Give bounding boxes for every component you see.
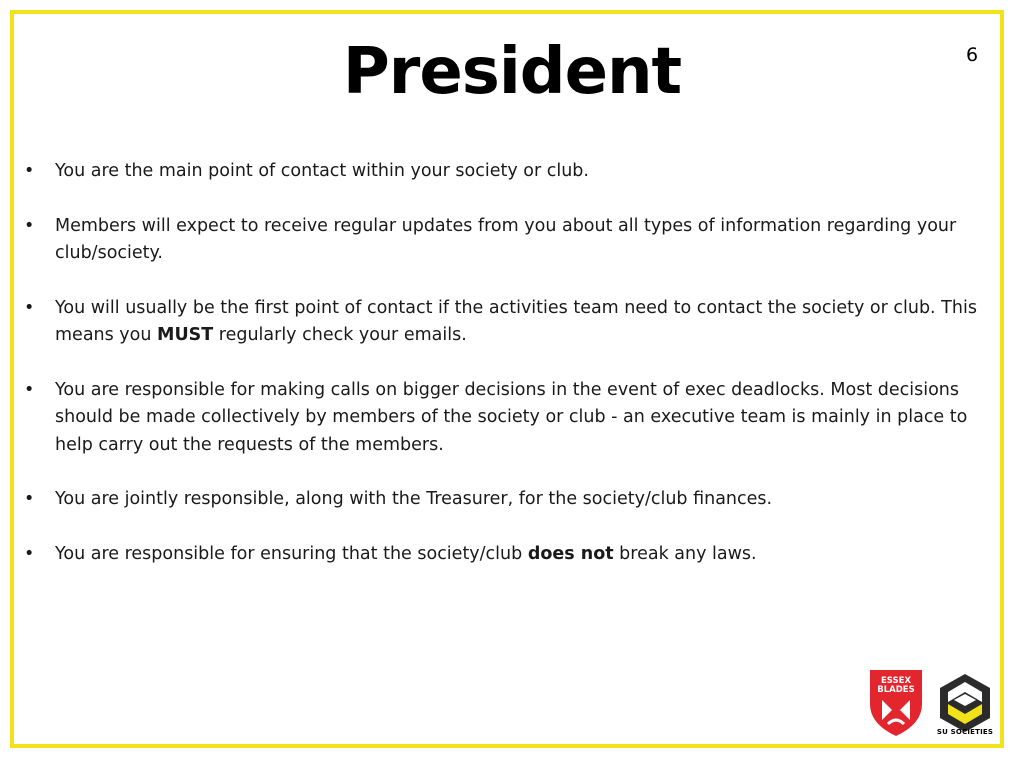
bullet-item bbox=[24, 295, 999, 350]
bullet-dot-icon: • bbox=[24, 297, 35, 318]
bullet-text: You will usually be the first point of contact if the activities team need to contact the society or club. This means you bbox=[55, 297, 977, 345]
bullet-item bbox=[24, 377, 999, 460]
bullet-emphasis: MUST bbox=[157, 325, 214, 345]
bullet-dot-icon: • bbox=[24, 379, 35, 400]
su-caption: SU SOCIETIES bbox=[936, 728, 994, 736]
bullet-item bbox=[24, 213, 999, 268]
blades-text-1: ESSEX bbox=[880, 676, 912, 686]
bullet-dot-icon: • bbox=[24, 215, 35, 236]
bullet-item bbox=[24, 158, 999, 186]
essex-blades-logo bbox=[866, 666, 926, 738]
bullet-dot-icon: • bbox=[24, 489, 35, 509]
page-number: 6 bbox=[966, 44, 979, 66]
bullet-text: Members will expect to receive regular updates from you about all types of information regarding your club/society. bbox=[55, 215, 957, 263]
bullet-item bbox=[24, 541, 999, 569]
bullet-text: You are responsible for ensuring that the society/club bbox=[55, 543, 528, 564]
bullet-text: break any laws. bbox=[613, 543, 757, 564]
bullet-emphasis: does not bbox=[527, 543, 614, 564]
bullet-text: You are jointly responsible, along with the Treasurer, for the society/club finances. bbox=[55, 489, 773, 509]
bullet-dot-icon: • bbox=[24, 543, 35, 564]
bullet-list bbox=[24, 158, 999, 595]
bullet-text: You are the main point of contact within your society or club. bbox=[55, 161, 589, 181]
slide-title: President bbox=[342, 35, 682, 109]
bullet-text: You are responsible for making calls on bigger decisions in the event of exec deadlocks. Most decisions should be made collectively by members of the society or club - an executive team is mainly in place to help carry out the requests of the members. bbox=[55, 379, 968, 455]
bullet-dot-icon: • bbox=[24, 161, 35, 181]
blades-text-2: BLADES bbox=[877, 685, 915, 695]
logo-area bbox=[866, 666, 996, 742]
bullet-text: regularly check your emails. bbox=[213, 325, 467, 345]
bullet-item bbox=[24, 486, 999, 514]
